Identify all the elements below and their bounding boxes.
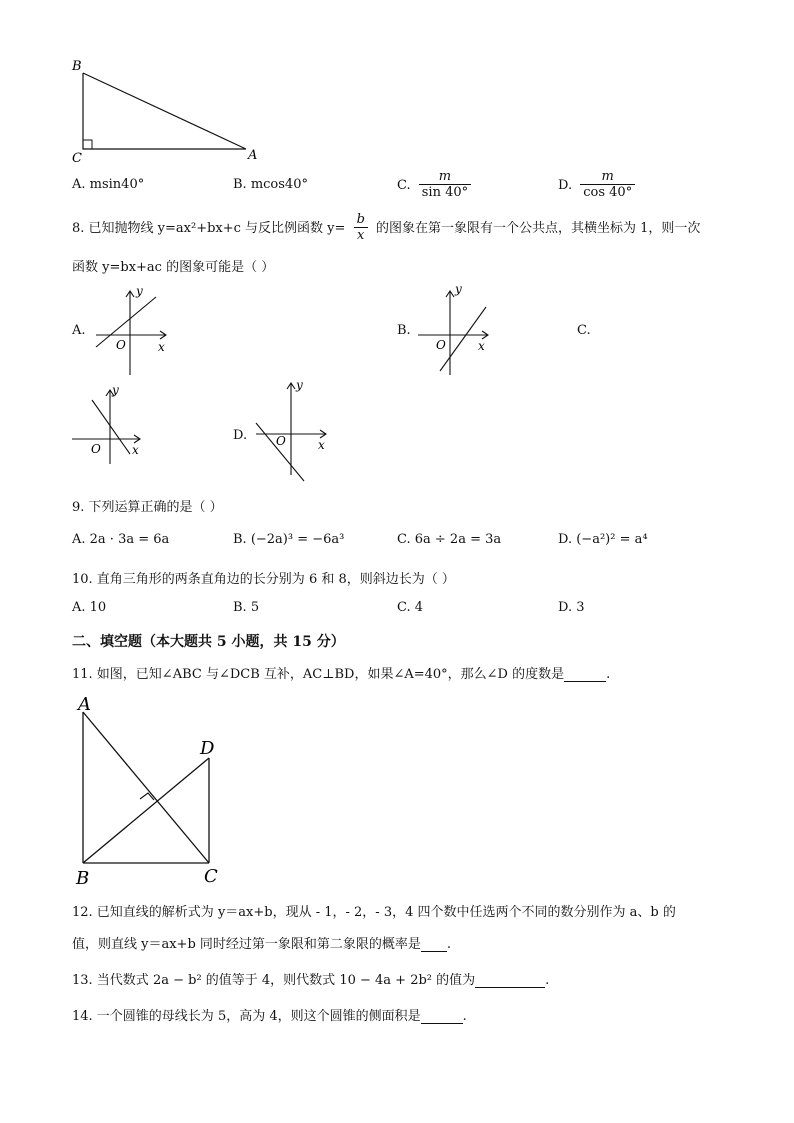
fraction-numerator: m [601, 169, 614, 184]
fraction-numerator: m [438, 169, 452, 184]
x-label: x [478, 339, 485, 353]
q9-option-a: A. 2a · 3a = 6a [72, 532, 170, 547]
q11-answer-blank[interactable] [564, 681, 606, 682]
q7-option-d-fraction [580, 170, 635, 201]
vertex-C: C [204, 866, 218, 887]
q9-option-d: D. (−a²)² = a⁴ [558, 532, 648, 547]
x-label: x [158, 340, 165, 354]
q8-graph-a [88, 283, 178, 378]
q11-stem [72, 663, 610, 682]
origin-label: O [91, 442, 101, 456]
section-heading-fill-in: 二、填空题（本大题共 5 小题，共 15 分） [72, 634, 345, 650]
y-label: y [112, 383, 119, 397]
q8-stem-part1: 8. 已知抛物线 y=ax²+bx+c 与反比例函数 y= [72, 220, 346, 236]
right-angle-mark [83, 140, 92, 149]
q9-option-c: C. 6a ÷ 2a = 3a [397, 532, 502, 547]
q9-option-b: B. (−2a)³ = −6a³ [233, 532, 345, 547]
y-label: y [455, 283, 462, 296]
q10-option-a: A. 10 [72, 600, 107, 615]
q8-graph-b [410, 283, 500, 378]
q9-stem: 9. 下列运算正确的是（ ） [72, 500, 223, 515]
q7-option-b: B. mcos40° [233, 177, 308, 192]
q11-stem-text: 11. 如图，已知∠ABC 与∠DCB 互补，AC⊥BD，如果∠A=40°，那么∠D 的度数是 [72, 667, 565, 682]
fraction-numerator: b [356, 212, 365, 227]
q12-answer-blank[interactable] [421, 951, 447, 952]
q7-triangle-figure [66, 55, 266, 170]
triangle-outline [83, 73, 246, 149]
q8-graph-c [66, 380, 156, 470]
q13-stem-text: 13. 当代数式 2a − b² 的值等于 4，则代数式 10 − 4a + 2b² 的值为 [72, 973, 476, 988]
y-label: y [296, 378, 303, 392]
fraction-denominator: sin 40° [419, 184, 471, 200]
q8-label-c: C. [577, 323, 591, 338]
q14-end: . [462, 1009, 467, 1024]
q8-graph-d [250, 375, 340, 485]
q8-label-a: A. [72, 323, 86, 338]
vertex-A: A [78, 694, 91, 715]
q7-option-a: A. msin40° [72, 177, 145, 192]
q8-stem-part2: 的图象在第一象限有一个公共点，其横坐标为 1，则一次 [376, 220, 701, 236]
q14-stem [72, 1005, 467, 1024]
fraction-denominator: x [354, 227, 368, 243]
q8-inverse-fraction [354, 213, 368, 244]
q10-option-c: C. 4 [397, 600, 424, 615]
q12-stem-line1: 12. 已知直线的解析式为 y＝ax+b，现从 - 1，- 2，- 3，4 四个数中任选两个不同的数分别作为 a、b 的 [72, 905, 676, 920]
vertex-B: B [72, 59, 82, 74]
q8-stem-line2: 函数 y=bx+ac 的图象可能是（ ） [72, 260, 275, 275]
q10-option-b: B. 5 [233, 600, 260, 615]
line-graph [256, 423, 304, 481]
q7-option-c-fraction [419, 170, 471, 201]
segment-BD [83, 758, 209, 863]
q7-option-c-label: C. [397, 177, 411, 193]
y-label: y [136, 284, 143, 298]
vertex-D: D [200, 738, 215, 759]
q12-stem-text: 值，则直线 y＝ax+b 同时经过第一象限和第二象限的概率是 [72, 937, 421, 952]
q11-end: . [606, 667, 611, 682]
q14-stem-text: 14. 一个圆锥的母线长为 5，高为 4，则这个圆锥的侧面积是 [72, 1009, 421, 1024]
q7-option-c [397, 170, 471, 201]
fraction-denominator: cos 40° [580, 184, 635, 200]
vertex-C: C [72, 151, 82, 166]
q8-label-b: B. [397, 323, 411, 338]
q7-option-d [558, 170, 635, 201]
q13-stem [72, 969, 549, 988]
q14-answer-blank[interactable] [421, 1023, 463, 1024]
vertex-B: B [76, 868, 90, 889]
origin-label: O [116, 338, 126, 352]
line-graph [96, 297, 156, 347]
q10-stem: 10. 直角三角形的两条直角边的长分别为 6 和 8，则斜边长为（ ） [72, 572, 455, 587]
origin-label: O [436, 338, 446, 352]
x-label: x [132, 443, 139, 457]
q8-label-d: D. [233, 428, 248, 443]
q11-figure [72, 690, 232, 890]
q10-option-d: D. 3 [558, 600, 585, 615]
q12-end: . [446, 937, 452, 952]
origin-label: O [276, 434, 286, 448]
q8-stem-line1 [72, 213, 700, 244]
q7-option-d-label: D. [558, 177, 573, 193]
q13-answer-blank[interactable] [475, 987, 545, 988]
segment-AC [83, 712, 209, 863]
q12-stem-line2 [72, 933, 451, 952]
x-label: x [318, 438, 325, 452]
vertex-A: A [248, 148, 258, 163]
q13-end: . [545, 973, 550, 988]
